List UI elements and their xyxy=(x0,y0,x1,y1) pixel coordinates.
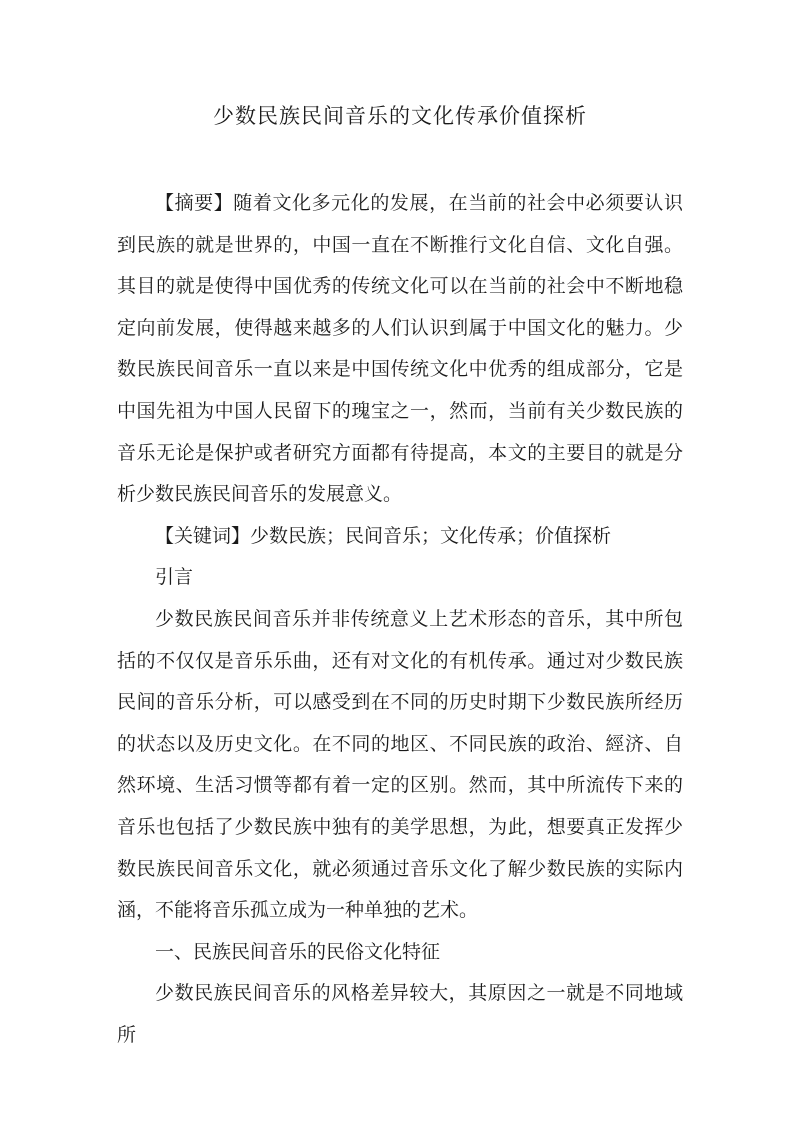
keywords-line: 【关键词】少数民族；民间音乐；文化传承；价值探析 xyxy=(155,524,612,547)
document-title: 少数民族民间音乐的文化传承价值探析 xyxy=(213,104,587,128)
intro-paragraph: 少数民族民间音乐并非传统意义上艺术形态的音乐，其中所包括的不仅仅是音乐乐曲，还有对文化的有机传承。通过对少数民族民间的音乐分析，可以感受到在不同的历史时期下少数民族所经历的状态以及历史文化。在不同的地区、不同民族的政治、經济、自然环境、生活习惯等都有着一定的区别。然而，其中所流传下来的音乐也包括了少数民族中独有的美学思想，为此，想要真正发挥少数民族民间音乐文化，就必须通过音乐文化了解少数民族的实际内涵，不能将音乐孤立成为一种单独的艺术。 xyxy=(117,607,683,922)
section1-paragraph: 少数民族民间音乐的风格差异较大，其原因之一就是不同地域所 xyxy=(117,982,683,1046)
abstract-paragraph: 【摘要】随着文化多元化的发展，在当前的社会中必须要认识到民族的就是世界的，中国一直在不断推行文化自信、文化自强。其目的就是使得中国优秀的传统文化可以在当前的社会中不断地稳定向前发展，使得越来越多的人们认识到属于中国文化的魅力。少数民族民间音乐一直以来是中国传统文化中优秀的组成部分，它是中国先祖为中国人民留下的瑰宝之一，然而，当前有关少数民族的音乐无论是保护或者研究方面都有待提高，本文的主要目的就是分析少数民族民间音乐的发展意义。 xyxy=(117,192,683,506)
section1-heading: 一、民族民间音乐的民俗文化特征 xyxy=(155,940,441,963)
intro-heading: 引言 xyxy=(155,566,194,589)
document-body xyxy=(117,183,683,1056)
